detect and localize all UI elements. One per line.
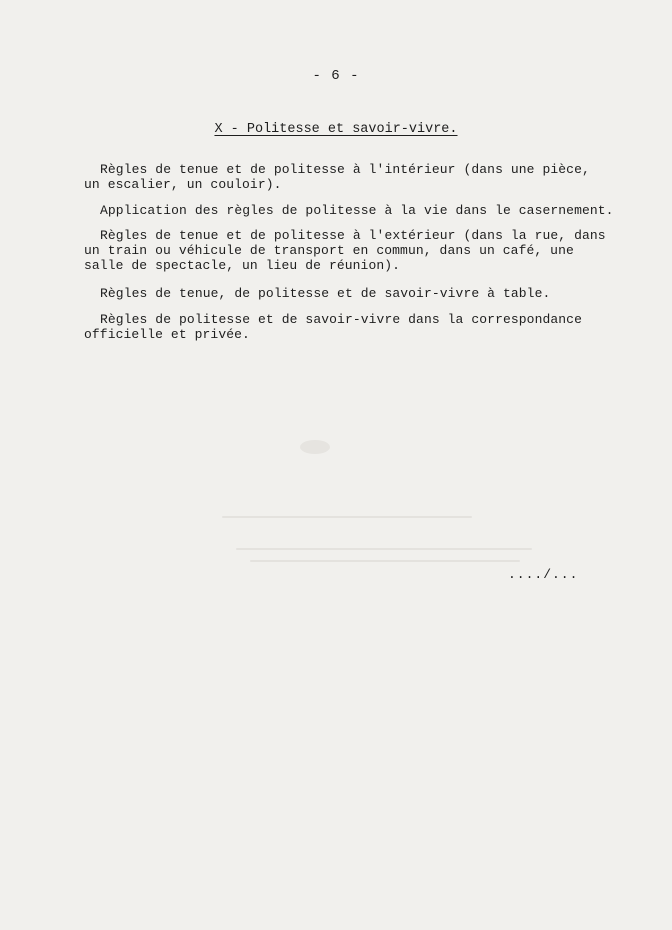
page-number: - 6 - (312, 68, 360, 84)
bleed-through-line (250, 560, 520, 562)
section-title-text: X - Politesse et savoir-vivre. (214, 122, 458, 137)
bleed-through-line (236, 548, 532, 550)
paragraph-correspondence: Règles de politesse et de savoir-vivre dans la correspondance officielle et privée. (84, 312, 582, 342)
section-title (0, 122, 672, 137)
continuation-mark: ..../... (508, 567, 579, 582)
paragraph-exterior-rules: Règles de tenue et de politesse à l'extérieur (dans la rue, dans un train ou véhicule de transport en commun, dans un café, une salle de spectacle, un lieu de réunion). (84, 228, 606, 273)
paper-smudge (300, 440, 330, 454)
paragraph-interior-rules: Règles de tenue et de politesse à l'intérieur (dans une pièce, un escalier, un couloir). (84, 162, 590, 192)
paragraph-barracks-application: Application des règles de politesse à la vie dans le casernement. (100, 203, 614, 218)
bleed-through-line (222, 516, 472, 518)
paragraph-table-manners: Règles de tenue, de politesse et de savoir-vivre à table. (100, 286, 551, 301)
